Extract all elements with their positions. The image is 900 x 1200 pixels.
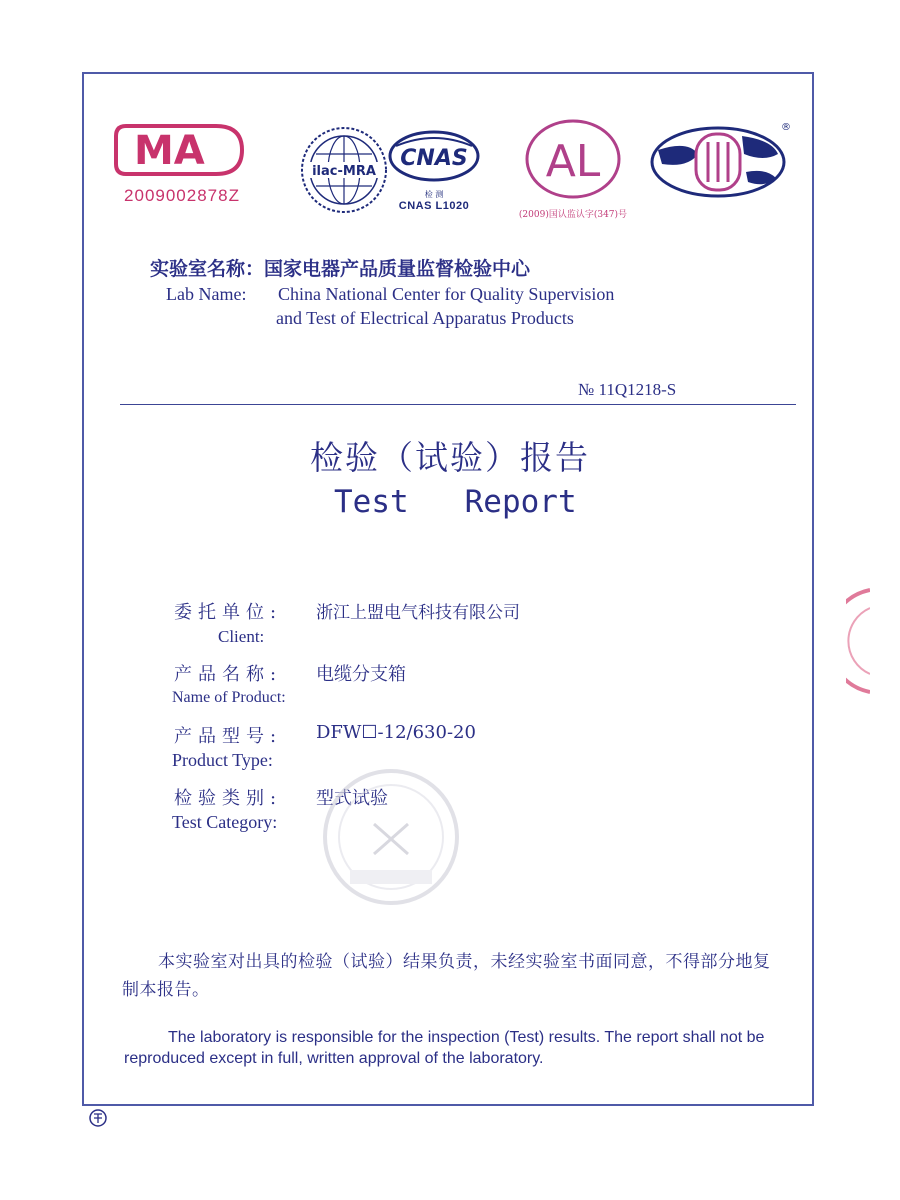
corner-mark-icon bbox=[88, 1108, 108, 1133]
field-category-label-en: Test Category: bbox=[172, 812, 278, 832]
report-number: № 11Q1218-S bbox=[578, 380, 677, 399]
divider-line bbox=[120, 404, 796, 405]
ilac-globe-icon bbox=[298, 124, 390, 216]
cnas-oval-icon bbox=[386, 128, 482, 184]
lab-name-label-en: Lab Name: bbox=[166, 284, 247, 304]
cnas-text: CNAS bbox=[400, 146, 468, 171]
ilac-mra-logo bbox=[298, 124, 390, 221]
notice-cn: 本实验室对出具的检验（试验）结果负责，未经实验室书面同意，不得部分地复制本报告。 bbox=[122, 952, 771, 1000]
partial-seal-icon bbox=[846, 586, 870, 696]
field-category-label-cn: 检验类别: bbox=[174, 788, 283, 809]
ilac-text: ilac-MRA bbox=[312, 164, 376, 179]
registered-mark: ® bbox=[781, 122, 791, 133]
inspection-seal bbox=[306, 762, 476, 917]
field-product-label-cn: 产品名称: bbox=[174, 664, 283, 685]
cal-letters: AL bbox=[545, 136, 601, 187]
field-category-value: 型式试验 bbox=[316, 788, 388, 809]
field-type-label-cn: 产品型号: bbox=[174, 726, 283, 747]
field-client-label-en: Client: bbox=[218, 627, 265, 646]
globe-mark-icon bbox=[650, 120, 792, 200]
lab-name-cn: 实验室名称：国家电器产品质量监督检验中心 bbox=[150, 258, 531, 280]
field-product-label-en: Name of Product: bbox=[172, 689, 286, 706]
field-type-value: DFW☐-12/630-20 bbox=[316, 722, 476, 743]
notice-en: The laboratory is responsible for the inspection (Test) results. The report shall not be reproduced except in full, written approval of the laboratory. bbox=[124, 1029, 765, 1067]
cma-number: 2009002878Z bbox=[124, 186, 240, 205]
cma-logo bbox=[112, 118, 252, 206]
lab-name-en-line2: and Test of Electrical Apparatus Products bbox=[276, 308, 574, 328]
ccc-globe-logo bbox=[650, 120, 792, 205]
report-title-en: Test Report bbox=[334, 484, 577, 520]
cnas-logo bbox=[386, 128, 482, 212]
field-client-value: 浙江上盟电气科技有限公司 bbox=[316, 603, 520, 623]
cnas-number: CNAS L1020 bbox=[398, 200, 470, 212]
cnas-sub: 检 测 bbox=[424, 190, 444, 199]
field-client-label-cn: 委托单位: bbox=[174, 602, 283, 623]
field-type-label-en: Product Type: bbox=[172, 750, 273, 770]
seal-stamp-icon bbox=[306, 762, 476, 912]
cal-logo bbox=[508, 118, 638, 220]
report-title-cn: 检验（试验）报告 bbox=[310, 438, 590, 477]
cal-number: (2009)国认监认字(347)号 bbox=[518, 210, 628, 220]
lab-name-en-line1: China National Center for Quality Supervision bbox=[278, 284, 615, 304]
cma-mark-icon bbox=[112, 118, 252, 182]
side-seal-fragment bbox=[846, 586, 870, 701]
cal-mark-icon bbox=[523, 118, 623, 200]
field-product-value: 电缆分支箱 bbox=[316, 664, 406, 685]
cma-letters: MA bbox=[134, 128, 205, 174]
